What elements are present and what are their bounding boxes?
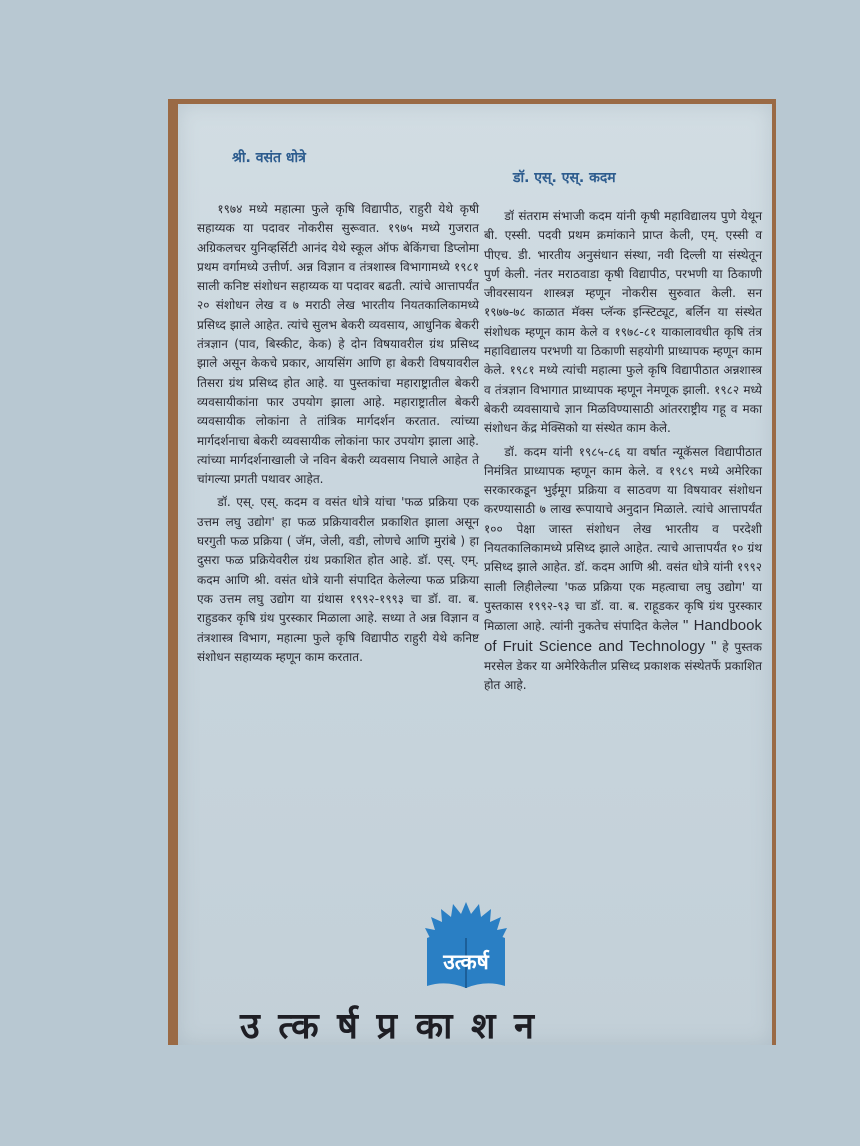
book-title: " Handbook of Fruit Science and Technology "	[484, 617, 762, 655]
right-paragraph-2-text: डॉ. कदम यांनी १९८५-८६ या वर्षात न्यूकॅसल विद्यापीठात निमंत्रित प्राध्यापक म्हणून काम केले. व १९८९ मध्ये अमेरिका सरकारकडून भुईमूग प्रक्रिया व साठवण या विषयावर संशोधन करण्यासाठी ७ लाख रूपायाचे अनुदान मिळाले. त्यांचे आत्तापर्यंत १०० पेक्षा जास्त संशोधन लेख भारतीय व परदेशी नियतकालिकामध्ये प्रसिध्द झाले आहेत. त्याचे आत्तापर्यंत १० ग्रंथ प्रसिध्द झाले आहेत. डॉ. कदम आणि श्री. वसंत धोत्रे यांनी १९९२ साली लिहीलेल्या 'फळ प्रक्रिया एक महत्वाचा लघु उद्योग' या पुस्तकास १९९२-९३ चा डॉ. वा. ब. राहूडकर कृषि ग्रंथ पुरस्कार मिळाला आहे. त्यांनी नुकतेच संपादित केलेल	[484, 444, 762, 634]
book-sunburst-icon	[421, 900, 511, 992]
left-paragraph-1: १९७४ मध्ये महात्मा फुले कृषि विद्यापीठ, राहुरी येथे कृषी सहाय्यक या पदावर नोकरीस सुरूवात. १९७५ मध्ये गुजरात अग्रिकलचर युनिव्हर्सिटी आनंद येथे स्कूल ऑफ बेकिंगचा डिप्लोमा प्रथम वर्गामध्ये उत्तीर्ण. अन्न विज्ञान व तंत्रशास्त्र विभागामध्ये १९८१ साली कनिष्ट संशोधन सहाय्यक या पदावर बढती. त्यांचे आत्तापर्यंत २० संशोधन लेख व ७ मराठी लेख भारतीय नियतकालिकामध्ये प्रसिध्द झाले आहेत. त्यांचे सुलभ बेकरी व्यवसाय, आधुनिक बेकरी तंत्रज्ञान (पाव, बिस्कीट, केक) हे दोन विषयावरील ग्रंथ प्रसिध्द झाले असून केकचे प्रकार, आयसिंग आणि हा बेकरी विषयावरील तिसरा ग्रंथ प्रसिध्द होत आहे. या पुस्तकांचा महाराष्ट्रातील बेकरी व्यवसायीकांना फार उपयोग झाला आहे. महाराष्ट्रातील बेकरी व्यवसायीक लोकांना ते तांत्रिक मार्गदर्शन करतात. त्यांच्या मार्गदर्शनाचा बेकरी व्यवसायीक लोकांना फार उपयोग झाला आहे. त्यांच्या मार्गदर्शनाखाली जे नविन बेकरी व्यवसाय निघाले आहेत ते चांगल्या प्रगती पथावर आहेत.	[197, 202, 479, 487]
logo-text: उत्कर्ष	[443, 950, 489, 974]
publisher-name: उ त्क र्ष प्र का श न	[240, 1005, 538, 1047]
right-paragraph-2	[484, 443, 762, 696]
left-author-heading: श्री. वसंत धोत्रे	[232, 150, 306, 166]
right-author-heading: डॉ. एस्. एस्. कदम	[513, 170, 616, 186]
right-column	[484, 207, 762, 695]
left-column	[197, 200, 479, 667]
publisher-logo	[421, 900, 511, 992]
book-tail: हे पुस्तक मरसेल डेकर या अमेरिकेतील प्रसिध्द प्रकाशक संस्थेतर्फे प्रकाशित होत आहे.	[484, 639, 762, 693]
left-paragraph-2: डॉ. एस्. एस्. कदम व वसंत धोत्रे यांचा 'फळ प्रक्रिया एक उत्तम लघु उद्योग' हा फळ प्रक्रियावरील प्रकाशित झाला असून घरगुती फळ प्रक्रिया ( जॅम, जेली, वडी, लोणचे आणि मुरांबे ) हा दुसरा फळ प्रक्रियेवरील ग्रंथ प्रकाशित होत आहे. डॉ. एस्. एम्. कदम आणि श्री. वसंत धोत्रे यानी संपादित केलेल्या फळ प्रक्रिया एक उत्तम लघु उद्योग या ग्रंथास १९९२-१९९३ चा डॉ. वा. ब. राहुडकर कृषि ग्रंथ पुरस्कार मिळाला आहे. सध्या ते अन्न विज्ञान व तंत्रशास्त्र विभाग, महात्मा फुले कृषि विद्यापीठ राहुरी येथे कनिष्ट संशोधन सहाय्यक म्हणून काम करतात.	[197, 495, 479, 664]
right-paragraph-1: डॉ संतराम संभाजी कदम यांनी कृषी महाविद्यालय पुणे येथून बी. एस्सी. पदवी प्रथम क्रमांकाने प्राप्त केली, एम्. एस्सी व पीएच. डी. भारतीय अनुसंधान संस्था, नवी दिल्ली या संस्थेतून पुर्ण केली. नंतर मराठवाडा कृषी विद्यापीठ, परभणी या ठिकाणी जीवरसायन शास्त्रज्ञ म्हणून नोकरीस सुरुवात केली. सन १९७७-७८ काळात मॅक्स प्लॅन्क इन्स्टिट्यूट, बर्लिन या संस्थेत संशोधक म्हणून काम केले व १९७८-८१ याकालावधीत कृषि तंत्र महाविद्यालय परभणी या ठिकाणी सहयोगी प्राध्यापक म्हणून काम केले. १९८१ मध्ये त्यांची महात्मा फुले कृषि विद्यापीठात अन्नशास्त्र व तंत्रज्ञान विभागात प्राध्यापक म्हणून नेमणूक झाली. १९८२ मध्ये बेकरी व्यवसायाचे ज्ञान मिळविण्यासाठी आंतरराष्ट्रीय गहू व मका संशोधन केंद्र मेक्सिको या संस्थेत काम केले.	[484, 209, 762, 436]
